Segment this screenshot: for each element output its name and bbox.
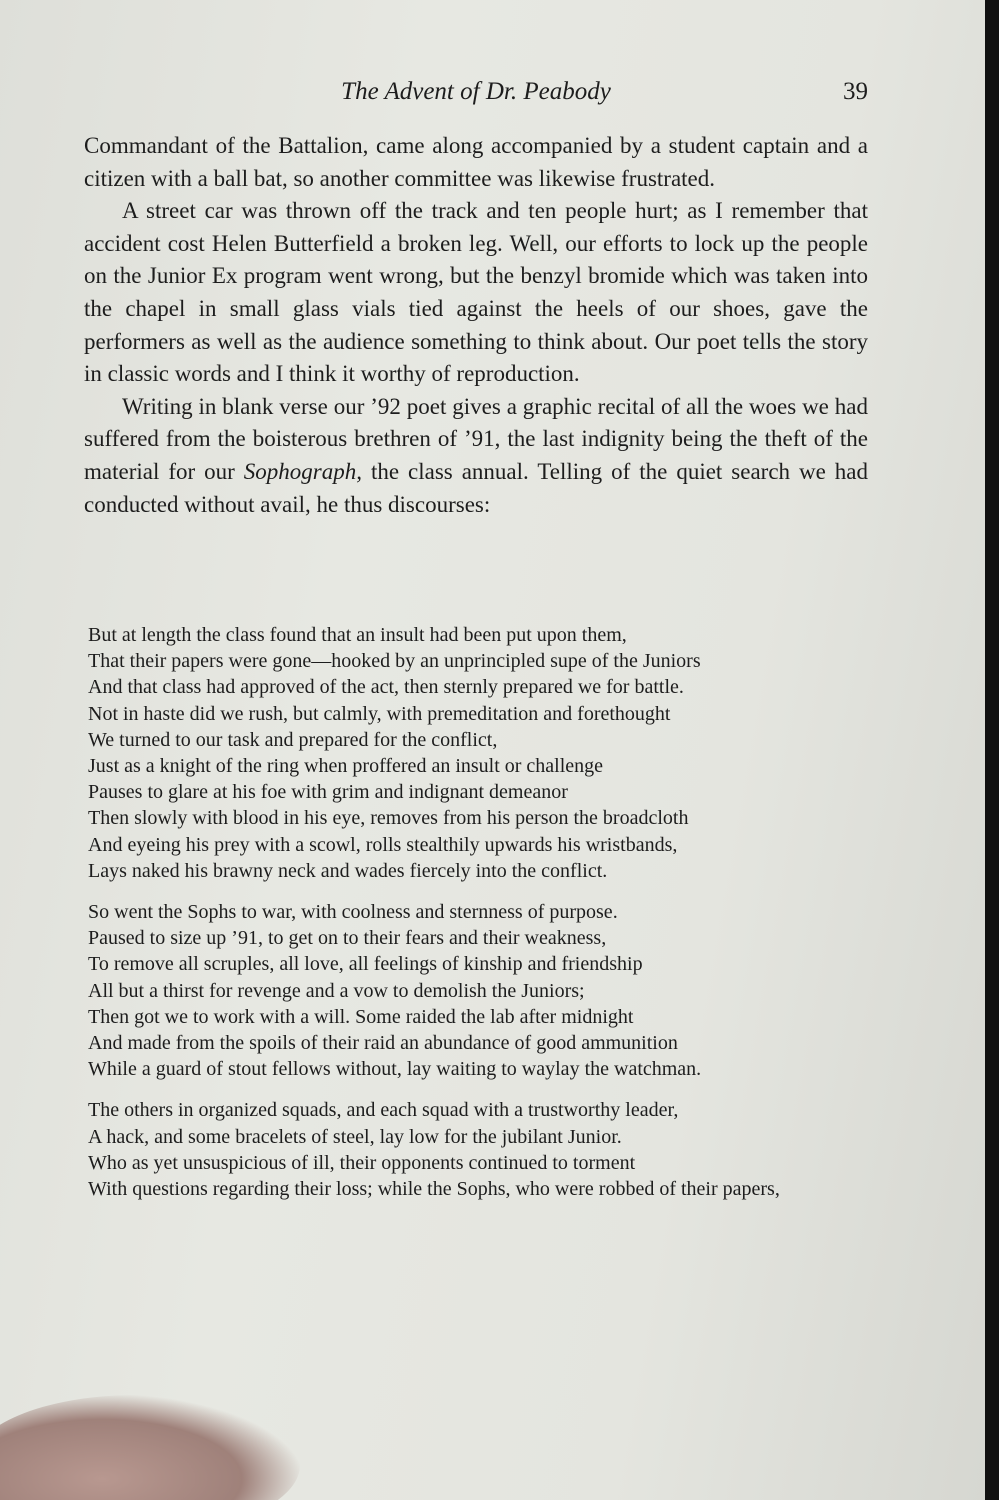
poem-line: But at length the class found that an insult had been put upon them, (88, 624, 627, 646)
prose-paragraph: Commandant of the Battalion, came along accompanied by a student captain and a citizen with a ball bat, so another committee was likewise frustrated. (84, 133, 868, 191)
poem-line: A hack, and some bracelets of steel, lay low for the jubilant Junior. (88, 1125, 622, 1148)
page-edge (985, 0, 999, 1500)
poem (88, 622, 866, 1217)
poem-line: Paused to size up ’91, to get on to their fears and their weakness, (88, 927, 607, 950)
page-number: 39 (843, 78, 868, 105)
poem-line: With questions regarding their loss; while the Sophs, who were robbed of their papers, (88, 1178, 780, 1201)
thumb-shadow (0, 1395, 300, 1500)
poem-stanza (88, 622, 866, 884)
prose-paragraph: A street car was thrown off the track and ten people hurt; as I remember that accident cost Helen Butterfield a broken leg. Well, our efforts to lock up the people on the Junior Ex program went wrong, but the benzyl bromide which was taken into the chapel in small glass vials tied against the heels of our shoes, gave the performers as well as the audience something to think about. Our poet tells the story in classic words and I think it worthy of reproduction. (84, 198, 868, 387)
poem-line: The others in organized squads, and each squad with a trustworthy leader, (88, 1099, 679, 1122)
poem-line: Not in haste did we rush, but calmly, with premeditation and forethought (88, 702, 671, 725)
prose-body (84, 130, 868, 521)
poem-stanza (88, 1097, 866, 1202)
poem-line: And eyeing his prey with a scowl, rolls stealthily upwards his wristbands, (88, 833, 678, 856)
poem-line: To remove all scruples, all love, all feelings of kinship and friendship (88, 953, 643, 976)
poem-stanza (88, 899, 866, 1082)
sophograph-title: Sophograph, (243, 458, 362, 484)
poem-line: Who as yet unsuspicious of ill, their opponents continued to torment (88, 1151, 636, 1174)
poem-line: So went the Sophs to war, with coolness and sternness of purpose. (88, 901, 618, 924)
poem-line: All but a thirst for revenge and a vow to demolish the Juniors; (88, 979, 585, 1002)
running-title: The Advent of Dr. Peabody (341, 78, 611, 105)
poem-line: And made from the spoils of their raid an abundance of good ammunition (88, 1032, 678, 1055)
running-head (84, 72, 868, 112)
poem-line: Lays naked his brawny neck and wades fiercely into the conflict. (88, 859, 608, 882)
poem-line: Pauses to glare at his foe with grim and indignant demeanor (88, 781, 568, 804)
poem-line: Then slowly with blood in his eye, removes from his person the broadcloth (88, 807, 689, 830)
poem-line: Then got we to work with a will. Some raided the lab after midnight (88, 1005, 634, 1028)
prose-paragraph (84, 391, 868, 521)
prose-text: the class annual. Telling of the quiet search we had conducted without avail, he thus discourses: (84, 458, 869, 517)
poem-line: We turned to our task and prepared for the conflict, (88, 728, 498, 751)
poem-line: While a guard of stout fellows without, lay waiting to waylay the watchman. (88, 1058, 702, 1081)
poem-line: Just as a knight of the ring when proffered an insult or challenge (88, 755, 604, 778)
poem-line: That their papers were gone—hooked by an unprincipled supe of the Juniors (88, 650, 701, 673)
prose-text: Writing in blank verse our ’92 poet gives a graphic recital of all the woes we had suffered from the boisterous brethren of ’91, the last indignity being the theft of the material for our (84, 393, 868, 484)
poem-line: And that class had approved of the act, then sternly prepared we for battle. (88, 676, 684, 699)
